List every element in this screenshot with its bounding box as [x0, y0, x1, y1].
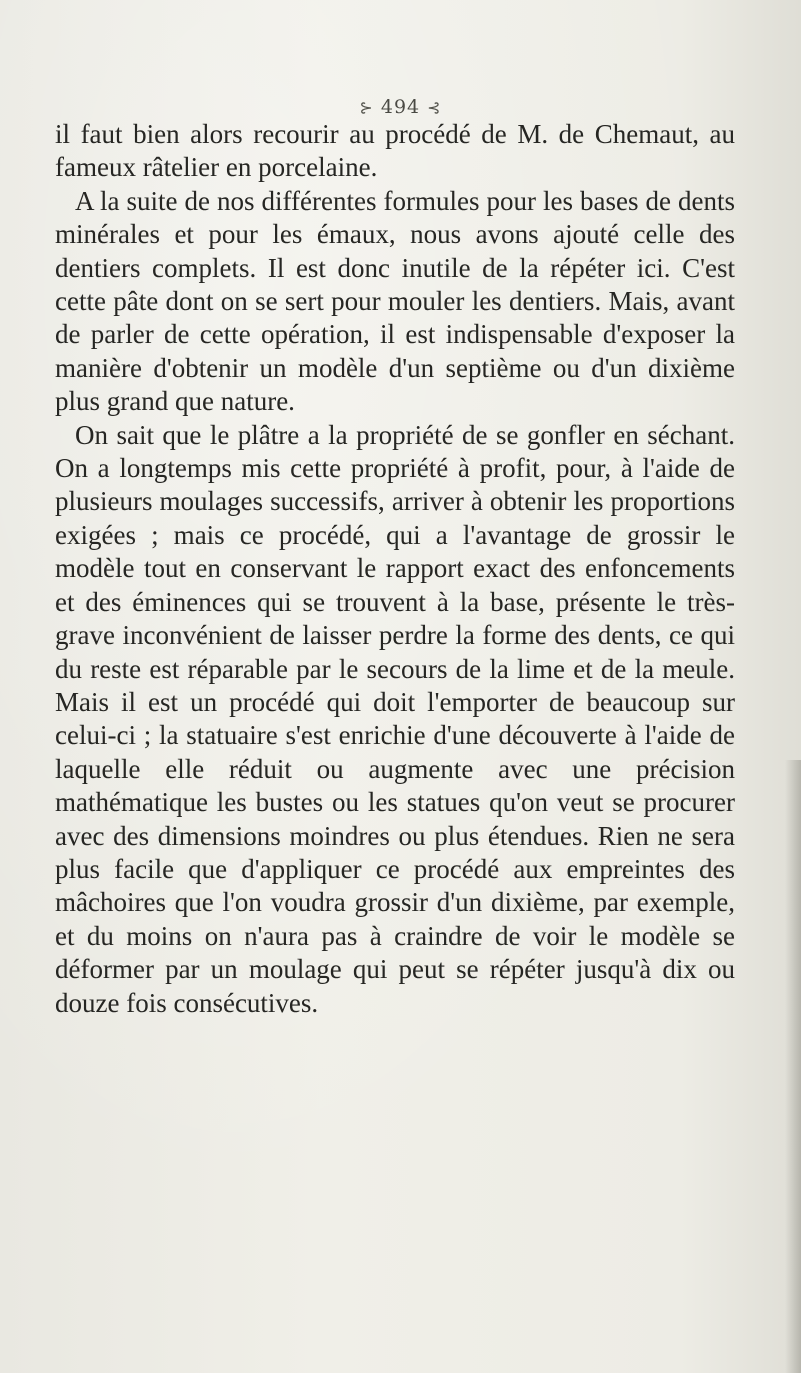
body-text — [55, 118, 735, 1020]
page-edge-shadow — [785, 760, 801, 1373]
page-number: 494 — [380, 96, 421, 118]
paragraph-2: A la suite de nos différentes formules pour les bases de dents minérales et pour les émaux, nous avons ajouté celle des dentiers complets. Il est donc inutile de la répéter ici. C'est cette pâte dont on se sert pour mouler les dentiers. Mais, avant de parler de cette opération, il est indispensable d'exposer la manière d'obtenir un modèle d'un septième ou d'un dixième plus grand que nature. — [55, 185, 735, 417]
ornament-right-icon: ⊰ — [427, 98, 442, 117]
paragraph-1: il faut bien alors recourir au procédé de M. de Chemaut, au fameux râtelier en porcelaine. — [55, 119, 735, 183]
page-header — [0, 96, 801, 118]
ornament-left-icon: ⊱ — [359, 98, 374, 117]
paragraph-3: On sait que le plâtre a la propriété de se gonfler en séchant. On a longtemps mis cette propriété à profit, pour, à l'aide de plusieurs moulages successifs, arriver à obtenir les proportions exigées ; mais ce procédé, qui a l'avantage de grossir le modèle tout en conservant le rapport exact des enfoncements et des éminences qui se trouvent à la base, présente le très-grave inconvénient de laisser perdre la forme des dents, ce qui du reste est réparable par le secours de la lime et de la meule. Mais il est un procédé qui doit l'emporter de beaucoup sur celui-ci ; la statuaire s'est enrichie d'une découverte à l'aide de laquelle elle réduit ou augmente avec une précision mathématique les bustes ou les statues qu'on veut se procurer avec des dimensions moindres ou plus étendues. Rien ne sera plus facile que d'appliquer ce procédé aux empreintes des mâchoires que l'on voudra grossir d'un dixième, par exemple, et du moins on n'aura pas à craindre de voir le modèle se déformer par un moulage qui peut se répéter jusqu'à dix ou douze fois consécutives. — [55, 419, 735, 1018]
